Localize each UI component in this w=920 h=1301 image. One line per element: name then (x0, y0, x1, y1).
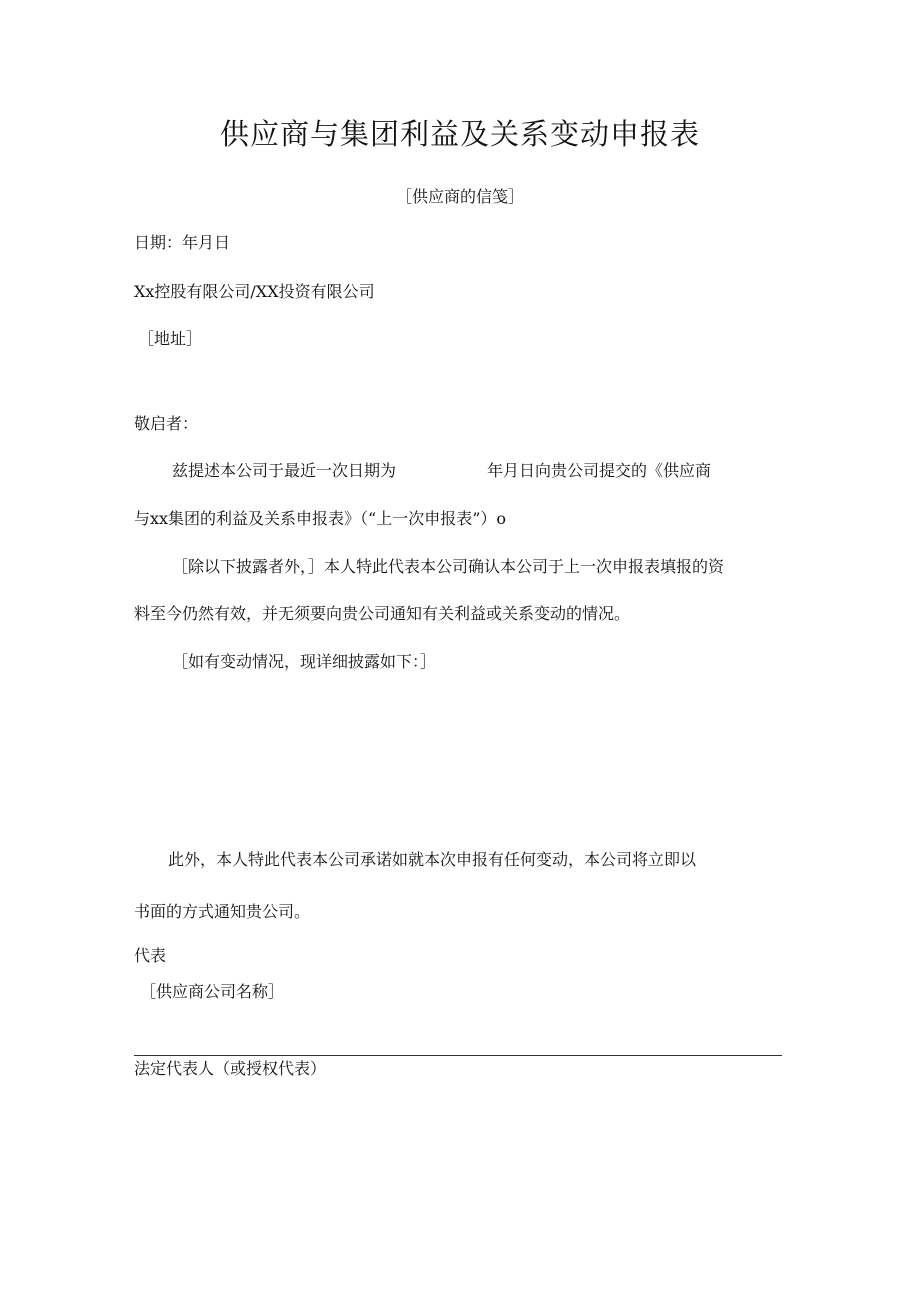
paragraph-4-line-2: 书面的方式通知贵公司。 (134, 902, 311, 921)
date-line: 日期：年月日 (134, 233, 231, 252)
paragraph-1-line-1-start: 兹提述本公司于最近一次日期为 (172, 461, 397, 480)
paragraph-2-line-2: 料至今仍然有效，并无须要向贵公司通知有关利益或关系变动的情况。 (134, 604, 631, 623)
recipient-company: Xx控股有限公司/XX投资有限公司 (134, 282, 375, 301)
supplier-name-placeholder: ［供应商公司名称］ (140, 982, 285, 1001)
paragraph-3: ［如有变动情况，现详细披露如下：］ (172, 652, 437, 671)
address-placeholder: ［地址］ (138, 329, 203, 348)
document-title: 供应商与集团利益及关系变动申报表 (219, 117, 700, 151)
paragraph-1-line-1-end: 年月日向贵公司提交的《供应商 (487, 461, 712, 480)
letterhead-placeholder: ［供应商的信笺］ (395, 187, 524, 206)
signature-line (134, 1055, 782, 1056)
signatory-label: 法定代表人（或授权代表） (134, 1059, 327, 1078)
on-behalf-label: 代表 (134, 946, 167, 965)
paragraph-2-line-1: ［除以下披露者外，］本人特此代表本公司确认本公司于上一次申报表填报的资 (172, 557, 725, 576)
salutation: 敬启者： (134, 414, 199, 433)
paragraph-4-line-1: 此外，本人特此代表本公司承诺如就本次申报有任何变动，本公司将立即以 (168, 850, 697, 869)
paragraph-1-line-2: 与xx集团的利益及关系申报表》（“上一次申报表”）o (134, 509, 507, 528)
